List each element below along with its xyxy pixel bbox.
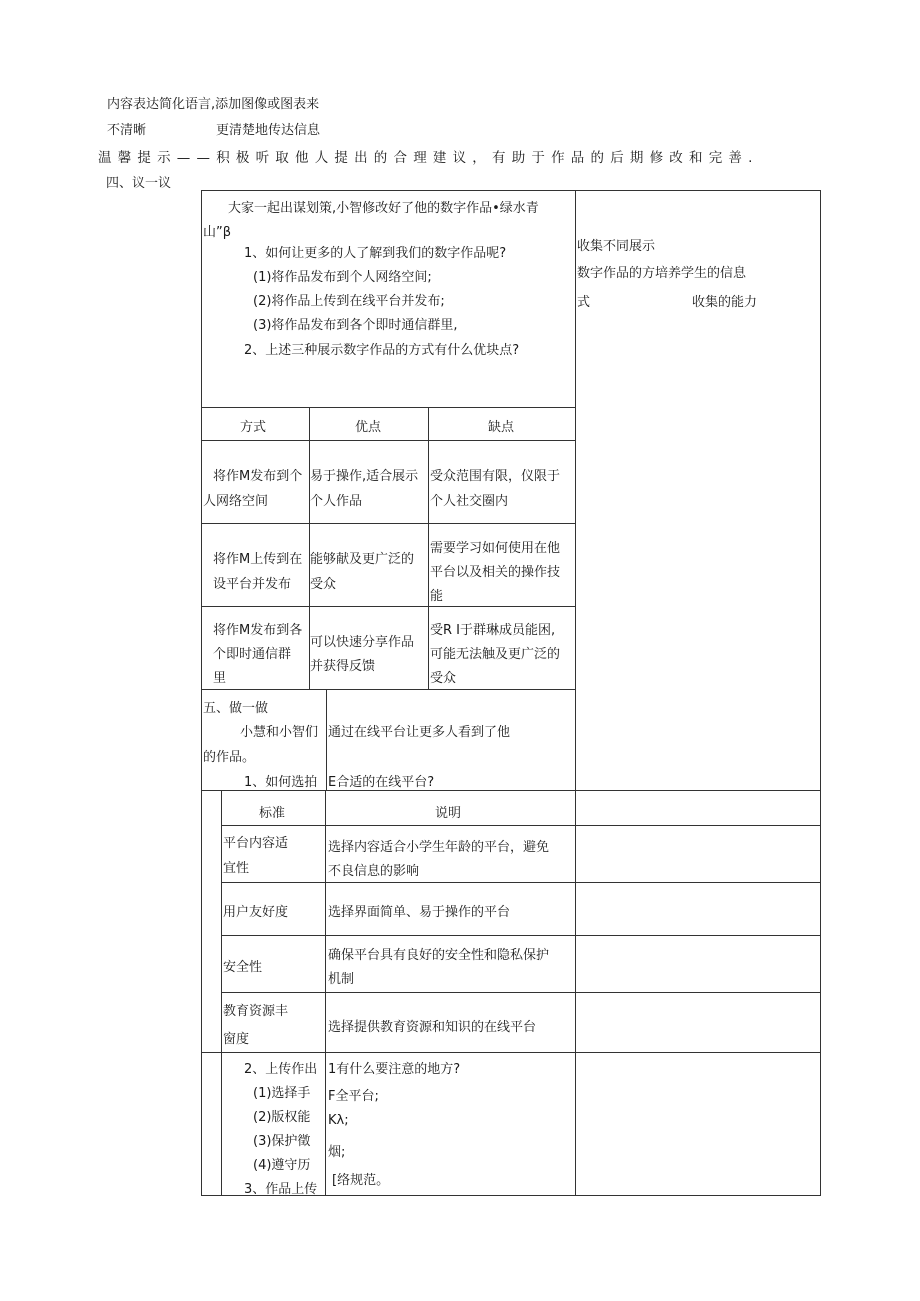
compare-header-pro: 优点 — [355, 420, 382, 435]
section5-line-3: 1、如何选拍 — [244, 775, 318, 790]
upload-left-1: 2、上传作出 — [244, 1062, 318, 1077]
note-line-1: 内容表达简化语言,添加图像或图表来 — [107, 97, 320, 112]
criteria-row1-desc-1: 选择内容适合小学生年龄的平台，避免 — [328, 840, 550, 855]
compare-row1-way-2: 人网络空间 — [203, 494, 269, 509]
criteria-row3-desc-1: 确保平台具有良好的安全性和隐私保护 — [328, 948, 550, 963]
discuss-intro-1: 大家一起出谋划策,小智修改好了他的数字作品•绿水青 — [228, 201, 539, 216]
question-2: 2、上述三种展示数字作品的方式有什么优块点? — [244, 343, 520, 358]
criteria-header-name: 标准 — [259, 806, 286, 821]
compare-header-way: 方式 — [240, 420, 267, 435]
criteria-row4-name-1: 教育资源丰 — [223, 1004, 289, 1019]
section5-line-1: 小慧和小智们 — [240, 725, 319, 740]
upload-left-3: (2)版权能 — [253, 1110, 311, 1125]
compare-row1-con-1: 受众范围有限，仪限于 — [430, 469, 561, 484]
compare-row3-way-3: 里 — [213, 671, 227, 686]
compare-row1-con-2: 个人社交圈内 — [430, 494, 509, 509]
compare-row1-way-1: 将作M发布到个 — [213, 469, 303, 484]
compare-row2-way-1: 将作M上传到在 — [213, 552, 303, 567]
side-note-3a: 式 — [577, 295, 591, 310]
criteria-header-desc: 说明 — [435, 806, 462, 821]
compare-header-con: 缺点 — [488, 420, 515, 435]
upload-right-3: Kλ; — [328, 1113, 349, 1128]
compare-row2-pro-1: 能够献及更广泛的 — [310, 552, 415, 567]
question-1: 1、如何让更多的人了解到我们的数字作品呢? — [244, 246, 507, 261]
criteria-row4-desc: 选择提供教育资源和知识的在线平台 — [328, 1020, 537, 1035]
side-note-1: 收集不同展示 — [577, 239, 656, 254]
compare-row3-way-1: 将作M发布到各 — [213, 623, 303, 638]
compare-row2-con-1: 需要学习如何使用在他 — [430, 541, 561, 556]
compare-row1-pro-2: 个人作品 — [310, 494, 363, 509]
option-2: (2)将作品上传到在线平台并发布; — [253, 294, 445, 309]
criteria-row4-name-2: 窗度 — [223, 1032, 250, 1047]
upload-right-4: 烟; — [328, 1145, 346, 1160]
compare-row2-con-3: 能 — [430, 589, 444, 604]
upload-left-4: (3)保护徵 — [253, 1134, 311, 1149]
compare-row3-way-2: 个即时通信群 — [213, 647, 292, 662]
compare-row3-con-2: 可能无法触及更广泛的 — [430, 647, 561, 662]
upload-left-5: (4)遵守历 — [253, 1158, 311, 1173]
note-line-2a: 不清晰 — [107, 123, 147, 138]
upload-left-2: (1)选择手 — [253, 1086, 311, 1101]
compare-row2-pro-2: 受众 — [310, 577, 337, 592]
side-note-3b: 收集的能力 — [692, 295, 758, 310]
upload-right-2: F全平台; — [328, 1089, 379, 1104]
criteria-row2-desc: 选择界面简单、易于操作的平台 — [328, 905, 511, 920]
compare-row3-con-1: 受R I于群琳成员能困, — [430, 623, 556, 638]
section5-line-2: 的作品。 — [203, 750, 256, 765]
compare-row2-con-2: 平台以及相关的操作技 — [430, 565, 561, 580]
note-line-2b: 更清楚地传达信息 — [216, 123, 321, 138]
discuss-intro-2: 山”β — [203, 225, 232, 240]
criteria-row3-name: 安全性 — [223, 960, 263, 975]
compare-row1-pro-1: 易于操作,适合展示 — [310, 469, 419, 484]
upload-left-6: 3、作品上传 — [244, 1182, 318, 1197]
compare-row2-way-2: 设平台并发布 — [213, 577, 292, 592]
section5-line-3b: E合适的在线平台? — [328, 775, 435, 790]
upload-right-1: 1有什么要注意的地方? — [328, 1062, 461, 1077]
compare-row3-pro-2: 并获得反馈 — [310, 659, 376, 674]
criteria-row1-name-1: 平台内容适 — [223, 836, 289, 851]
section5-title: 五、做一做 — [203, 701, 269, 716]
compare-row3-con-3: 受众 — [430, 671, 457, 686]
criteria-row3-desc-2: 机制 — [328, 972, 355, 987]
side-note-2: 数字作品的方培养学生的信息 — [577, 266, 747, 281]
criteria-row2-name: 用户友好度 — [223, 905, 289, 920]
upload-right-5: [络规范。 — [332, 1173, 390, 1188]
compare-row3-pro-1: 可以快速分享作品 — [310, 635, 415, 650]
option-3: (3)将作品发布到各个即时通信群里, — [253, 318, 458, 333]
option-1: (1)将作品发布到个人网络空间; — [253, 270, 432, 285]
section5-line-1b: 通过在线平台让更多人看到了他 — [328, 725, 511, 740]
criteria-row1-name-2: 宜性 — [223, 861, 250, 876]
section4-title: 四、议一议 — [106, 176, 172, 191]
criteria-row1-desc-2: 不良信息的影响 — [328, 864, 420, 879]
tip-text: 温馨提示——积极听取他人提出的合理建议，有助于作品的后期修改和完善. — [98, 150, 759, 166]
